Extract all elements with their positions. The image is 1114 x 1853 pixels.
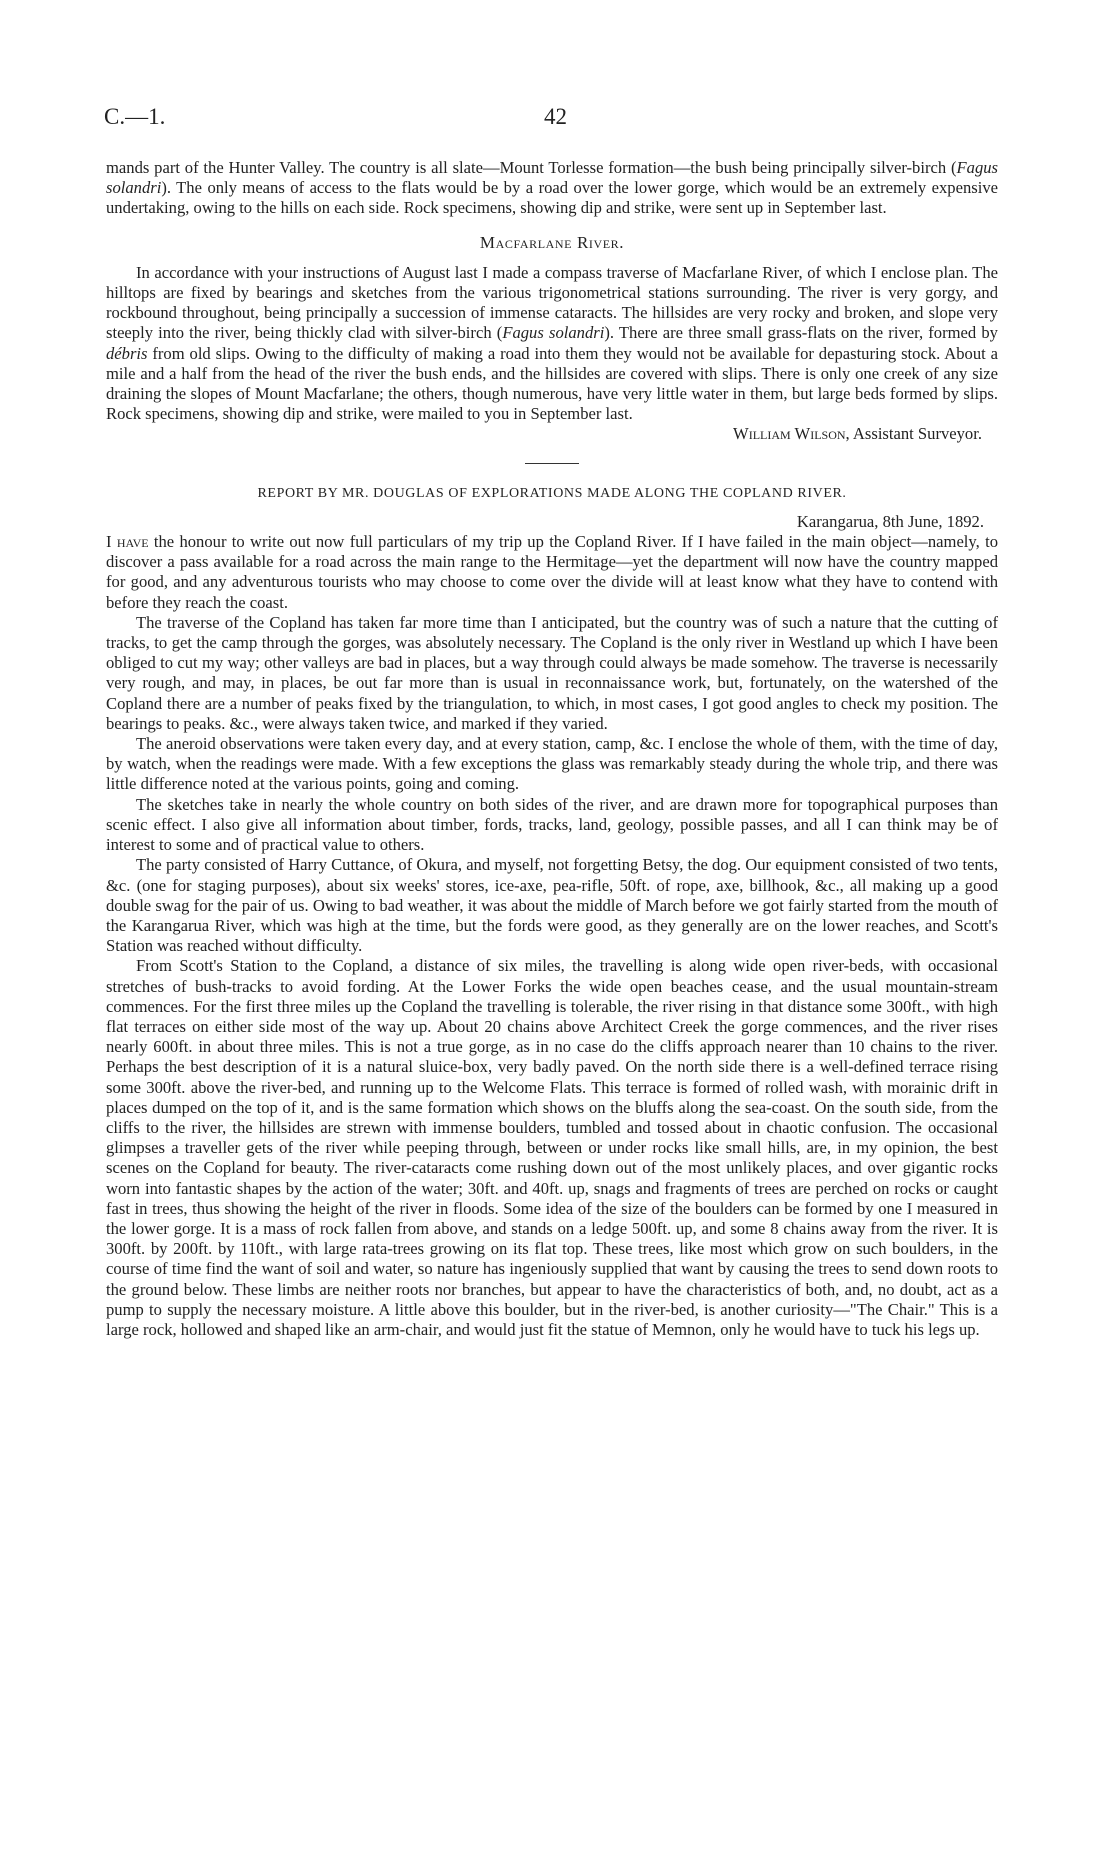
page-number: 42 (544, 104, 567, 129)
report-title: REPORT BY MR. DOUGLAS OF EXPLORATIONS MADE ALONG THE COPLAND RIVER. (257, 485, 847, 501)
italic-term: Fagus solandri (502, 323, 605, 343)
italic-term: Fagus solandri (106, 158, 998, 198)
continuation-paragraph: mands part of the Hunter Valley. The country is all slate—Mount Torlesse formation—the bush being principally silver-birch (Fagus solandri). The only means of access to the flats would be by a road over the lower gorge, which would be an extremely expensive undertaking, owing to the hills on each side. Rock specimens, showing dip and strike, were sent up in September last. (106, 158, 998, 218)
document-reference: C.—1. (104, 104, 166, 129)
report-paragraph: I have the honour to write out now full particulars of my trip up the Copland River. If I have failed in the main object—namely, to discover a pass available for a road across the main range to the Hermitage—yet the department will now have the country mapped for good, and any adventurous tourists who may choose to come over the divide will at least know what they have to contend with before they reach the coast. (106, 532, 998, 612)
italic-term: débris (106, 343, 148, 363)
section-heading: Macfarlane River. (479, 232, 625, 252)
report-paragraph: The party consisted of Harry Cuttance, of Okura, and myself, not forgetting Betsy, the dog. Our equipment consisted of two tents, &c. (one for staging purposes), about six weeks' stores, ice-axe, pea-rifle, 50ft. of rope, axe, billhook, &c., all making up a good double swag for the pair of us. Owing to bad weather, it was about the middle of March before we got fairly started from the mouth of the Karangarua River, which was high at the time, but the fords were good, as they generally are on the lower reaches, and Scott's Station was reached without difficulty. (106, 855, 998, 956)
report-paragraph: The sketches take in nearly the whole country on both sides of the river, and are drawn more for topographical purposes than scenic effect. I also give all information about timber, fords, tracks, land, geology, possible passes, and all I can think may be of interest to some and of practical value to others. (106, 794, 998, 855)
lead-in: I have (106, 532, 149, 552)
report-paragraph: From Scott's Station to the Copland, a distance of six miles, the travelling is along wide open river-beds, with occasional stretches of bush-tracks to avoid fording. At the Lower Forks the wide open beaches cease, and the usual mountain-stream commences. For the first three miles up the Copland the travelling is tolerable, the river rising in that distance some 300ft., with high flat terraces on either side most of the way up. About 20 chains above Architect Creek the gorge commences, and the river rises nearly 600ft. in about three miles. This is not a true gorge, as in no case do the cliffs approach nearer than 10 chains to the river. Perhaps the best description of it is a natural sluice-box, very badly paved. On the north side there is a well-defined terrace rising some 300ft. above the river-bed, and running up to the Welcome Flats. This terrace is formed of rolled wash, with morainic drift in places dumped on the top of it, and is the same formation which shows on the bluffs along the sea-coast. On the south side, from the cliffs to the river, the hillsides are strewn with immense boulders, tumbled and tossed about in chaotic confusion. The occasional glimpses a traveller gets of the river while peeping through, between or under rocks like small hills, are, in my opinion, the best scenes on the Copland for beauty. The river-cataracts come rushing down out of the most unlikely places, and over gigantic rocks worn into fantastic shapes by the action of the water; 30ft. and 40ft. up, snags and fragments of trees are perched on rocks or caught fast in trees, thus showing the height of the river in floods. Some idea of the size of the boulders can be formed by one I measured in the lower gorge. It is a mass of rock fallen from above, and stands on a ledge 500ft. up, and some 8 chains away from the river. It is 300ft. by 200ft. by 110ft., with large rata-trees growing on its flat top. These trees, like most which grow on such boulders, in the course of time find the want of soil and water, so nature has ingeniously supplied that want by causing the trees to send down roots to the ground below. These limbs are neither roots nor branches, but appear to have the characteristics of both, and, no doubt, act as a pump to supply the necessary moisture. A little above this boulder, but in the river-bed, is another curiosity—"The Chair." This is a large rock, hollowed and shaped like an arm-chair, and would just fit the statue of Memnon, only he would have to tuck his legs up. (106, 956, 998, 1339)
macfarlane-paragraph: In accordance with your instructions of August last I made a compass traverse of Macfarlane River, of which I enclose plan. The hilltops are fixed by bearings and sketches from the various trigonometrical stations surrounding. The river is very gorgy, and rockbound throughout, being principally a succession of immense cataracts. The hillsides are very rocky and broken, and slope very steeply into the river, being thickly clad with silver-birch (Fagus solandri). There are three small grass-flats on the river, formed by débris from old slips. Owing to the difficulty of making a road into them they would not be available for depasturing stock. About a mile and a half from the head of the river the bush ends, and the hillsides are covered with slips. There is only one creek of any size draining the slopes of Mount Macfarlane; the others, though numerous, have very little water in them, but large beds formed by slips. Rock specimens, showing dip and strike, were mailed to you in September last. (106, 262, 998, 424)
signature-title: , Assistant Surveyor. (845, 424, 982, 444)
report-paragraph: The traverse of the Copland has taken far more time than I anticipated, but the country was of such a nature that the cutting of tracks, to get the camp through the gorges, was absolutely necessary. The Copland is the only river in Westland up which I have been obliged to cut my way; other valleys are bad in places, but a way through could always be made somehow. The traverse is necessarily very rough, and may, in places, be out far more than is usual in reconnaissance work, but, fortunately, on the watershed of the Copland there are a number of peaks fixed by the triangulation, to which, in most cases, I got good angles to check my position. The bearings to peaks. &c., were always taken twice, and marked if they varied. (106, 612, 998, 733)
report-paragraph: The aneroid observations were taken every day, and at every station, camp, &c. I enclose the whole of them, with the time of day, by watch, when the readings were made. With a few exceptions the glass was remarkably steady during the whole trip, and there was little difference noted at the various points, going and coming. (106, 734, 998, 794)
signature (106, 424, 998, 444)
page-body (106, 158, 998, 1340)
page-header (104, 104, 1000, 134)
signature-name: William Wilson (733, 424, 846, 444)
dateline: Karangarua, 8th June, 1892. (796, 511, 984, 531)
section-divider (525, 463, 579, 464)
